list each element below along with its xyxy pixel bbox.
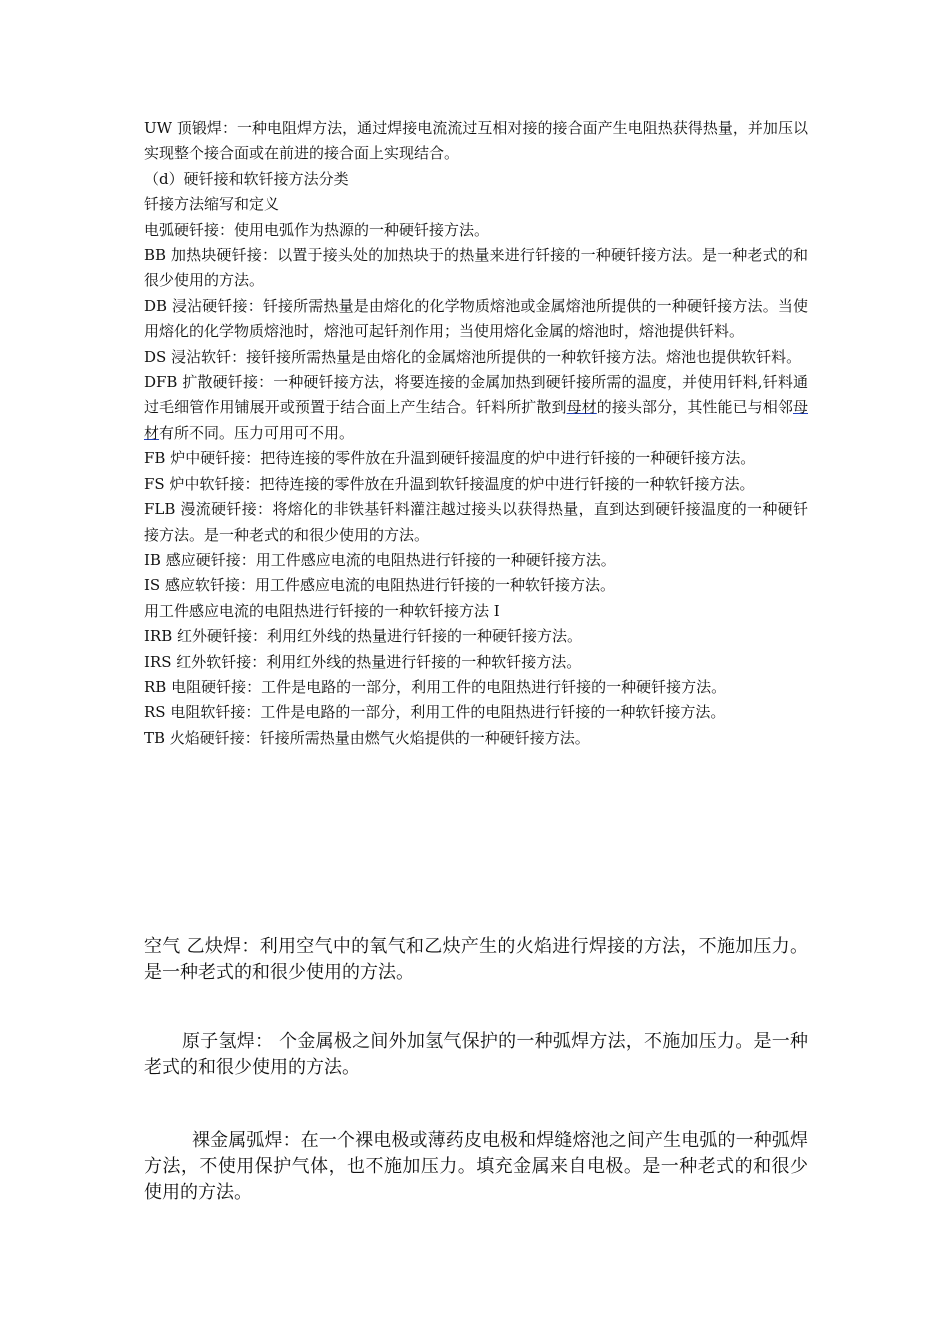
para-db-dip-brazing: DB 浸沾硬钎接：钎接所需热量是由熔化的化学物质熔池或金属熔池所提供的一种硬钎接方法。当使用熔化的化学物质熔池时，熔池可起钎剂作用；当使用熔化金属的熔池时，熔池提供钎料。 [144,296,808,341]
section-heading-brazing-classification: （d）硬钎接和软钎接方法分类 [144,169,349,188]
para-irb-infrared-brazing: IRB 红外硬钎接：利用红外线的热量进行钎接的一种硬钎接方法。 [144,627,583,646]
para-dfb-diffusion-brazing [144,370,808,446]
para-atomic-hydrogen-welding: 原子氢焊： 个金属极之间外加氢气保护的一种弧焊方法，不施加压力。是一种老式的和很少使用的方法。 [144,1031,808,1078]
para-fs-furnace-soldering: FS 炉中软钎接：把待连接的零件放在升温到软钎接温度的炉中进行钎接的一种软钎接方法。 [144,474,755,493]
dfb-text-part-2: 的接头部分，其性能已与相邻 [596,398,793,417]
para-tb-torch-brazing: TB 火焰硬钎接：钎接所需热量由燃气火焰提供的一种硬钎接方法。 [144,728,590,747]
para-irs-infrared-soldering: IRS 红外软钎接：利用红外线的热量进行钎接的一种软钎接方法。 [144,652,582,671]
base-metal-link[interactable]: 母材 [566,398,597,417]
dfb-text-part-3: 有所不同。压力可用可不用。 [159,423,355,442]
base-metal-link[interactable]: 母材 [144,398,808,442]
brazing-definitions-block [144,116,808,751]
para-bare-metal-arc-welding: 裸金属弧焊：在一个裸电极或薄药皮电极和焊缝熔池之间产生电弧的一种弧焊方法，不使用保护气体，也不施加压力。填充金属来自电极。是一种老式的和很少使用的方法。 [144,1130,808,1203]
para-rs-resistance-soldering: RS 电阻软钎接：工件是电路的一部分，利用工件的电阻热进行钎接的一种软钎接方法。 [144,703,726,722]
para-arc-brazing: 电弧硬钎接：使用电弧作为热源的一种硬钎接方法。 [144,220,490,239]
para-ib-induction-brazing: IB 感应硬钎接：用工件感应电流的电阻热进行钎接的一种硬钎接方法。 [144,550,616,569]
para-air-acetylene-welding: 空气 乙炔焊：利用空气中的氧气和乙炔产生的火焰进行焊接的方法，不施加压力。是一种老式的和很少使用的方法。 [144,936,808,983]
para-bb-block-brazing: BB 加热块硬钎接：以置于接头处的加热块于的热量来进行钎接的一种硬钎接方法。是一种老式的和很少使用的方法。 [144,246,808,290]
dfb-text-part-1: DFB 扩散硬钎接：一种硬钎接方法，将要连接的金属加热到硬钎接所需的温度，并使用钎料,钎料通过毛细管作用铺展开或预置于结合面上产生结合。钎料所扩散到 [144,373,808,417]
para-fb-furnace-brazing: FB 炉中硬钎接：把待连接的零件放在升温到硬钎接温度的炉中进行钎接的一种硬钎接方法。 [144,449,756,468]
para-flb-flow-brazing: FLB 漫流硬钎接：将熔化的非铁基钎料灌注越过接头以获得热量，直到达到硬钎接温度的一种硬钎接方法。是一种老式的和很少使用的方法。 [144,500,808,544]
para-is-induction-soldering: IS 感应软钎接：用工件感应电流的电阻热进行钎接的一种软钎接方法。 [144,576,615,595]
para-ds-dip-soldering: DS 浸沾软钎：接钎接所需热量是由熔化的金属熔池所提供的一种软钎接方法。熔池也提供软钎料。 [144,347,802,366]
para-induction-soldering-repeat: 用工件感应电流的电阻热进行钎接的一种软钎接方法 I [144,601,500,620]
para-uw-upset-welding: UW 顶锻焊：一种电阻焊方法，通过焊接电流流过互相对接的接合面产生电阻热获得热量，并加压以实现整个接合面或在前进的接合面上实现结合。 [144,119,808,163]
subheading-abbreviations: 钎接方法缩写和定义 [144,195,280,214]
para-rb-resistance-brazing: RB 电阻硬钎接：工件是电路的一部分，利用工件的电阻热进行钎接的一种硬钎接方法。 [144,677,727,696]
